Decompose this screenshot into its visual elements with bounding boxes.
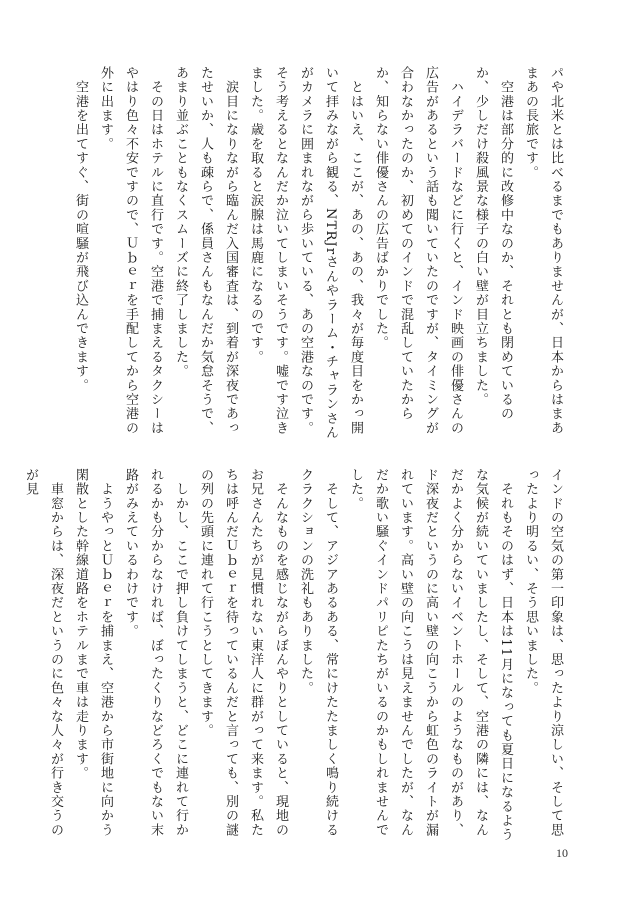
page-number: 10: [556, 846, 568, 860]
body-text-lower: インドの空気の第一印象は、思ったより涼しい、そして思ったより明るい、そう思いました。 それもそのはず、日本は11月になっても夏日になるような気候が続いていましたし、そして、空港の隣には、なんだかよく分からないイベントホールのようなものがあり、ド深夜だというのに高い壁の向こうから虹色のライトが漏れています。高い壁の向こうは見えませんでしたが、なんだか歌い騒ぐインドパリピたちがいるのかもしれませんでした。 そして、アジアあるある、常にけたたましく鳴り続けるクラクションの洗礼もありました。 そんなものを感じながらぼんやりとしていると、現地のお兄さんたちが見慣れない東洋人に群がって来ます。私たちは呼んだＵｂｅｒを待っているんだと言っても、別の謎の列の先頭に連れて行こうとしてきます。 しかし、ここで押し負けてしまうと、どこに連れて行かれるかも分からなければ、ぼったくりなどろくでもない末路がみえているわけです。 ようやっとＵｂｅｒを捕まえ、空港から市街地に向かう閑散とした幹線道路をホテルまで車は走ります。 車窓からは、深夜だというのに色々な人々が行き交うのが見: [23, 468, 563, 842]
body-text-upper: パや北米とは比べるまでもありませんが、日本からはまあまあの長旅です。 空港は部分的に改修中なのか、それとも閉めているのか、少しだけ殺風景な様子の白い壁が目立ちました。 ハイデラバードなどに行くと、インド映画の俳優さんの広告があるという話も聞いていたのですが、タイミングが合わなかったのか、初めてのインドで混乱していたからか、知らない俳優さんの広告ばかりでした。 とはいえ、ここが、あの、あの、我々が毎度目をかっ開いて拝みながら観る、NTRJrさんやラーム・チャランさんがカメラに囲まれながら歩いている、あの空港なのです。そう考えるとなんだか泣いてしまいそうです。嘘です泣きました。歳を取ると涙腺は馬鹿になるのです。 涙目になりながら臨んだ入国審査は、到着が深夜であったせいか、人も疎らで、係員さんもなんだか気怠そうで、あまり並ぶこともなくスムーズに終了しました。 その日はホテルに直行です。空港で捕まえるタクシーはやはり色々不安ですので、Ｕｂｅｒを手配してから空港の外に出ます。 空港を出てすぐ、街の喧騒が飛び込んできます。: [73, 66, 563, 440]
